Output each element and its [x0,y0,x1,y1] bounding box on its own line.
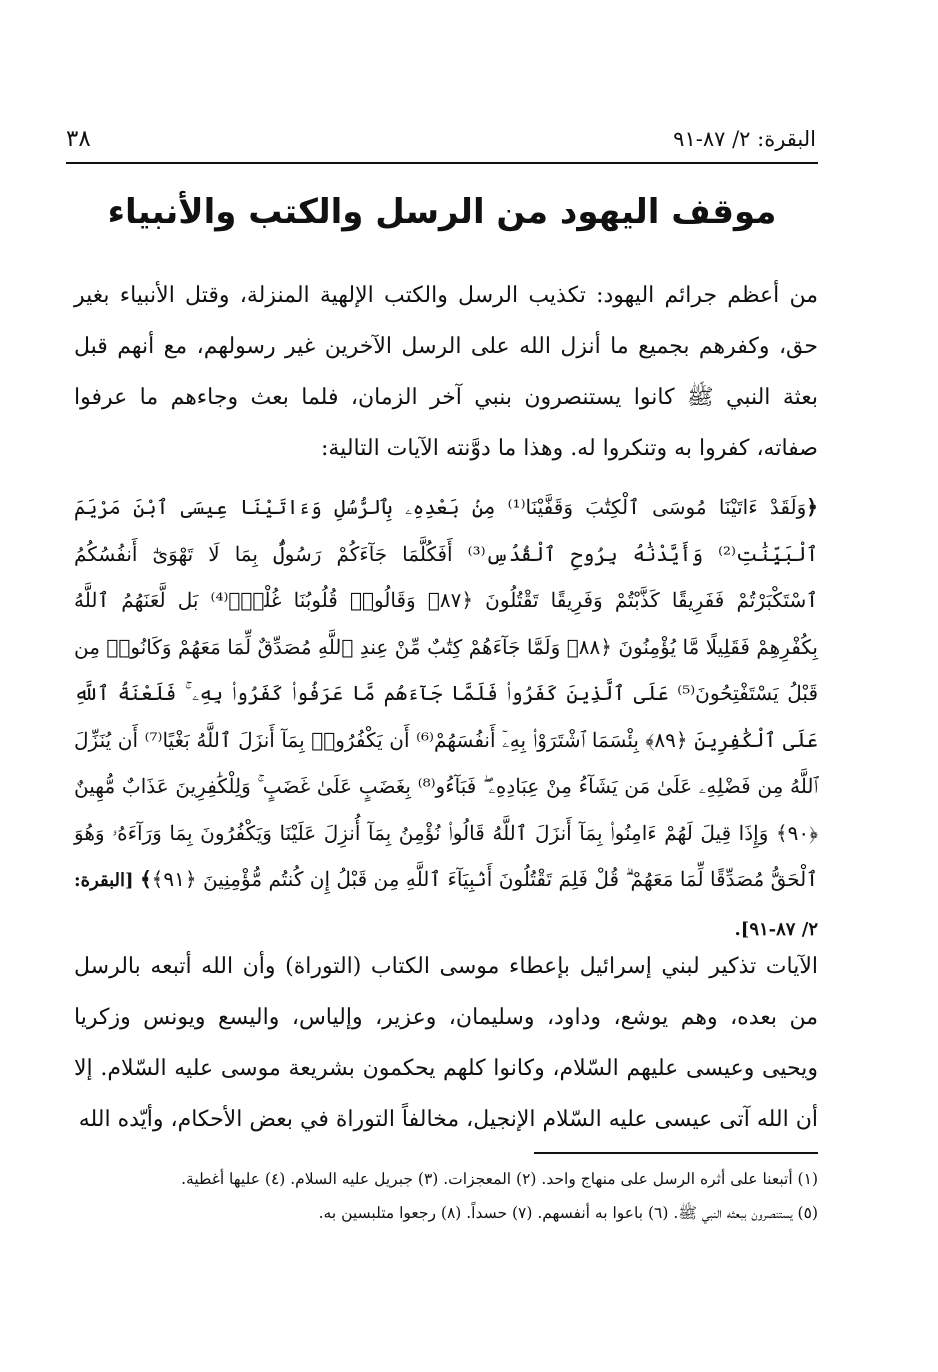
intro-paragraph: من أعظم جرائم اليهود: تكذيب الرسل والكتب الإلهية المنزلة، وقتل الأنبياء بغير حق، وكفرهم بجميع ما أنزل الله على الرسل الآخرين غير رسولهم، مع أنهم قبل بعثة النبي ﷺ كانوا يستنصرون بنبي آخر الزمان، فلما بعث وجاءهم ما عرفوا صفاته، كفروا به وتنكروا له. وهذا ما دوَّنته الآيات التالية: [74,283,818,461]
footnote-line-1: (١) أتبعنا على أثره الرسل على منهاج واحد. (٢) المعجزات. (٣) جبريل عليه السلام. (٤) عليها أغطية. [181,1170,818,1188]
footnote-divider [534,1152,818,1154]
running-header [66,122,816,156]
chapter-title: موقف اليهود من الرسل والكتب والأنبياء [107,192,777,232]
quran-open-bracket: ﴿ [806,495,818,519]
footnote-line-2: (٥) يستنصرون ببعثه النبي ﷺ. (٦) باعوا به أنفسهم. (٧) حسداً. (٨) رجعوا متلبسين به. [318,1204,818,1222]
quran-citation: [البقرة: ٢/ ٨٧-٩١]. [74,870,818,940]
commentary-paragraph: الآيات تذكير لبني إسرائيل بإعطاء موسى الكتاب (التوراة) وأن الله أتبعه بالرسل من بعده، وهم يوشع، وداود، وسليمان، وعزير، وإلياس، واليسع ويونس وزكريا ويحيى وعيسى عليهم السّلام، وكانوا كلهم يحكمون بشريعة موسى عليه السّلام. إلا أن الله آتى عيسى عليه السّلام الإنجيل، مخالفاً التوراة في بعض الأحكام، وأيّده الله [74,954,818,1132]
surah-reference: البقرة: ٢/ ٨٧-٩١ [673,127,816,151]
footnotes [74,1162,818,1230]
header-divider [66,162,818,164]
quran-verses-text: وَلَقَدْ ءَاتَيْنَا مُوسَى ٱلْكِتَٰبَ وَقَفَّيْنَا⁽¹⁾ مِنۢ بَعْدِهِۦ بِٱلرُّسُلِ وَءَاتَيْنَا عِيسَى ٱبْنَ مَرْيَمَ ٱلْبَيِّنَٰتِ⁽²⁾ وَأَيَّدْنَٰهُ بِرُوحِ ٱلْقُدُسِ⁽³⁾ أَفَكُلَّمَا جَآءَكُمْ رَسُولٌۢ بِمَا لَا تَهْوَىٰٓ أَنفُسُكُمُ ٱسْتَكْبَرْتُمْ فَفَرِيقًا كَذَّبْتُمْ وَفَرِيقًا تَقْتُلُونَ ﴿٨٧﴾ وَقَالُوا۟ قُلُوبُنَا غُلْفٌۢ⁽⁴⁾ بَل لَّعَنَهُمُ ٱللَّهُ بِكُفْرِهِمْ فَقَلِيلًا مَّا يُؤْمِنُونَ ﴿٨٨﴾ وَلَمَّا جَآءَهُمْ كِتَٰبٌ مِّنْ عِندِ ٱللَّهِ مُصَدِّقٌ لِّمَا مَعَهُمْ وَكَانُوا۟ مِن قَبْلُ يَسْتَفْتِحُونَ⁽⁵⁾ عَلَى ٱلَّذِينَ كَفَرُوا۟ فَلَمَّا جَآءَهُم مَّا عَرَفُوا۟ كَفَرُوا۟ بِهِۦ ۚ فَلَعْنَةُ ٱللَّهِ عَلَى ٱلْكَٰفِرِينَ ﴿٨٩﴾ بِئْسَمَا ٱشْتَرَوْا۟ بِهِۦٓ أَنفُسَهُمْ⁽⁶⁾ أَن يَكْفُرُوا۟ بِمَآ أَنزَلَ ٱللَّهُ بَغْيًا⁽⁷⁾ أَن يُنَزِّلَ ٱللَّهُ مِن فَضْلِهِۦ عَلَىٰ مَن يَشَآءُ مِنْ عِبَادِهِۦ ۖ فَبَآءُو⁽⁸⁾ بِغَضَبٍ عَلَىٰ غَضَبٍ ۚ وَلِلْكَٰفِرِينَ عَذَابٌ مُّهِينٌ ﴿٩٠﴾ وَإِذَا قِيلَ لَهُمْ ءَامِنُوا۟ بِمَآ أَنزَلَ ٱللَّهُ قَالُوا۟ نُؤْمِنُ بِمَآ أُنزِلَ عَلَيْنَا وَيَكْفُرُونَ بِمَا وَرَآءَهُۥ وَهُوَ ٱلْحَقُّ مُصَدِّقًا لِّمَا مَعَهُمْ ۗ قُلْ فَلِمَ تَقْتُلُونَ أَنۢبِيَآءَ ٱللَّهِ مِن قَبْلُ إِن كُنتُم مُّؤْمِنِينَ ﴿٩١﴾ [74,495,818,891]
page-number: ٣٨ [66,126,91,152]
quran-verses-block [74,484,818,953]
quran-close-bracket: ﴾ [139,867,152,891]
